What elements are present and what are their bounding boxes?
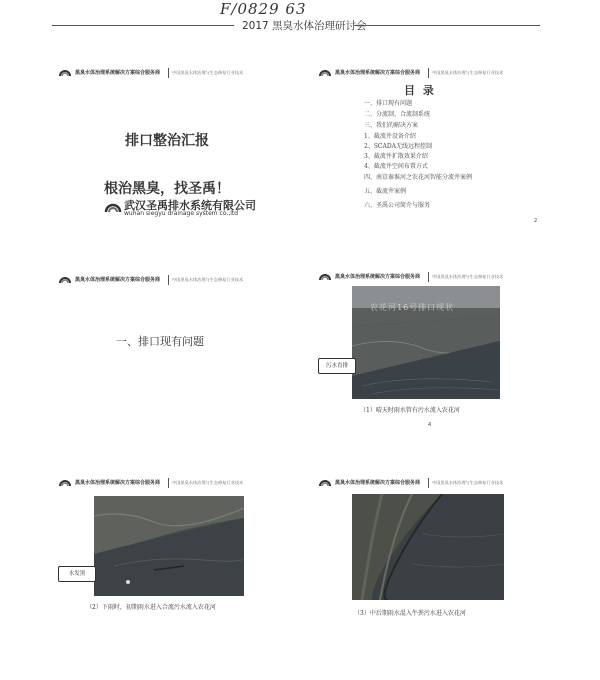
slide-header [58, 68, 276, 80]
toc-item: 三、我们的解决方案 [364, 122, 419, 129]
toc-item: 四、南京秦淮河之农花河智能分流井案例 [364, 174, 473, 181]
company-logo-icon [318, 272, 332, 282]
header-rule-left [52, 25, 234, 26]
slide-header-name: 黑臭水体治理系统解决方案综合服务商 [75, 277, 161, 283]
photo-caption: （2）下雨时，初期雨水进入合流污水流入农花河 [86, 604, 216, 611]
slide-header-sub: 中国黑臭水体治理与生态修复行业技术 [172, 480, 244, 485]
toc-item: 一、排口现有问题 [364, 100, 413, 107]
company-logo-icon [58, 275, 72, 285]
photo-caption: （1）晴天时雨水管有污水流入农花河 [360, 407, 460, 414]
slide-header-divider [428, 478, 429, 488]
header-rule-right [354, 25, 540, 26]
slide-header [318, 478, 536, 490]
slide-header-name: 黑臭水体治理系统解决方案综合服务商 [335, 274, 421, 280]
toc-item: 2、SCADA无线远程控制 [364, 143, 432, 150]
company-logo-icon [318, 478, 332, 488]
slide-header [58, 478, 276, 490]
slide-header-divider [168, 275, 169, 285]
slide-header-name: 黑臭水体治理系统解决方案综合服务商 [335, 70, 421, 76]
slide-header-sub: 中国黑臭水体治理与生态修复行业技术 [172, 70, 244, 75]
toc-item: 1、截流井设备介绍 [364, 133, 416, 140]
company-name-en: wuhan siegyu drainage system co.,ltd [124, 210, 239, 217]
company-logo-icon [58, 68, 72, 78]
company-logo-icon [58, 478, 72, 488]
page-number: 4 [428, 422, 432, 428]
section-title: 一、排口现有问题 [116, 335, 204, 348]
toc-item: 二、分流制、合流制系统 [364, 111, 431, 118]
slide-header-sub: 中国黑臭水体治理与生态修复行业技术 [172, 277, 244, 282]
slide-title: 排口整治汇报 [125, 133, 209, 149]
photo-caption: （3）中后期雨水混入牛粪污水进入农花河 [354, 610, 466, 617]
slide-header-divider [168, 478, 169, 488]
toc-item: 六、圣禹公司简介与服务 [364, 202, 431, 209]
slide-header-sub: 中国黑臭水体治理与生态修复行业技术 [432, 70, 504, 75]
photo-overlay-text: 农花河16号排口现状 [370, 303, 455, 312]
header-title: 2017 黑臭水体治理研讨会 [242, 20, 367, 32]
company-name-cn: 武汉圣禹排水系统有限公司 [124, 199, 256, 212]
slide-1 [58, 68, 276, 218]
slide-4 [318, 272, 536, 432]
slide-slogan: 根治黑臭，找圣禹！ [104, 181, 230, 197]
slide-header [58, 275, 276, 287]
toc-title: 目 录 [404, 84, 436, 97]
toc-item: 4、截流井空间布置方式 [364, 163, 428, 170]
slide-header-divider [428, 272, 429, 282]
callout-box: 水发黑 [58, 566, 96, 582]
slide-5 [58, 478, 276, 628]
slide-2 [318, 68, 536, 233]
toc-item: 3、截流井扩散效果介绍 [364, 153, 428, 160]
toc-item: 五、截流井案例 [364, 188, 407, 195]
handwritten-reference-number: F/0829 63 [220, 0, 307, 18]
slide-6 [318, 478, 536, 628]
page-header [52, 18, 540, 32]
company-logo-icon [318, 68, 332, 78]
callout-box: 污水直排 [318, 358, 356, 374]
slide-header-sub: 中国黑臭水体治理与生态修复行业技术 [432, 480, 504, 485]
company-logo-icon [104, 198, 122, 214]
slide-header-name: 黑臭水体治理系统解决方案综合服务商 [75, 70, 161, 76]
slide-header-divider [428, 68, 429, 78]
slide-3 [58, 275, 276, 425]
slide-header-name: 黑臭水体治理系统解决方案综合服务商 [75, 480, 161, 486]
page-number: 2 [534, 218, 538, 224]
outfall-photo-2 [94, 496, 244, 596]
slide-header [318, 68, 536, 80]
slide-header-sub: 中国黑臭水体治理与生态修复行业技术 [432, 274, 504, 279]
outfall-photo-3 [352, 494, 504, 600]
slide-header-divider [168, 68, 169, 78]
slide-header-name: 黑臭水体治理系统解决方案综合服务商 [335, 480, 421, 486]
slide-header [318, 272, 536, 284]
